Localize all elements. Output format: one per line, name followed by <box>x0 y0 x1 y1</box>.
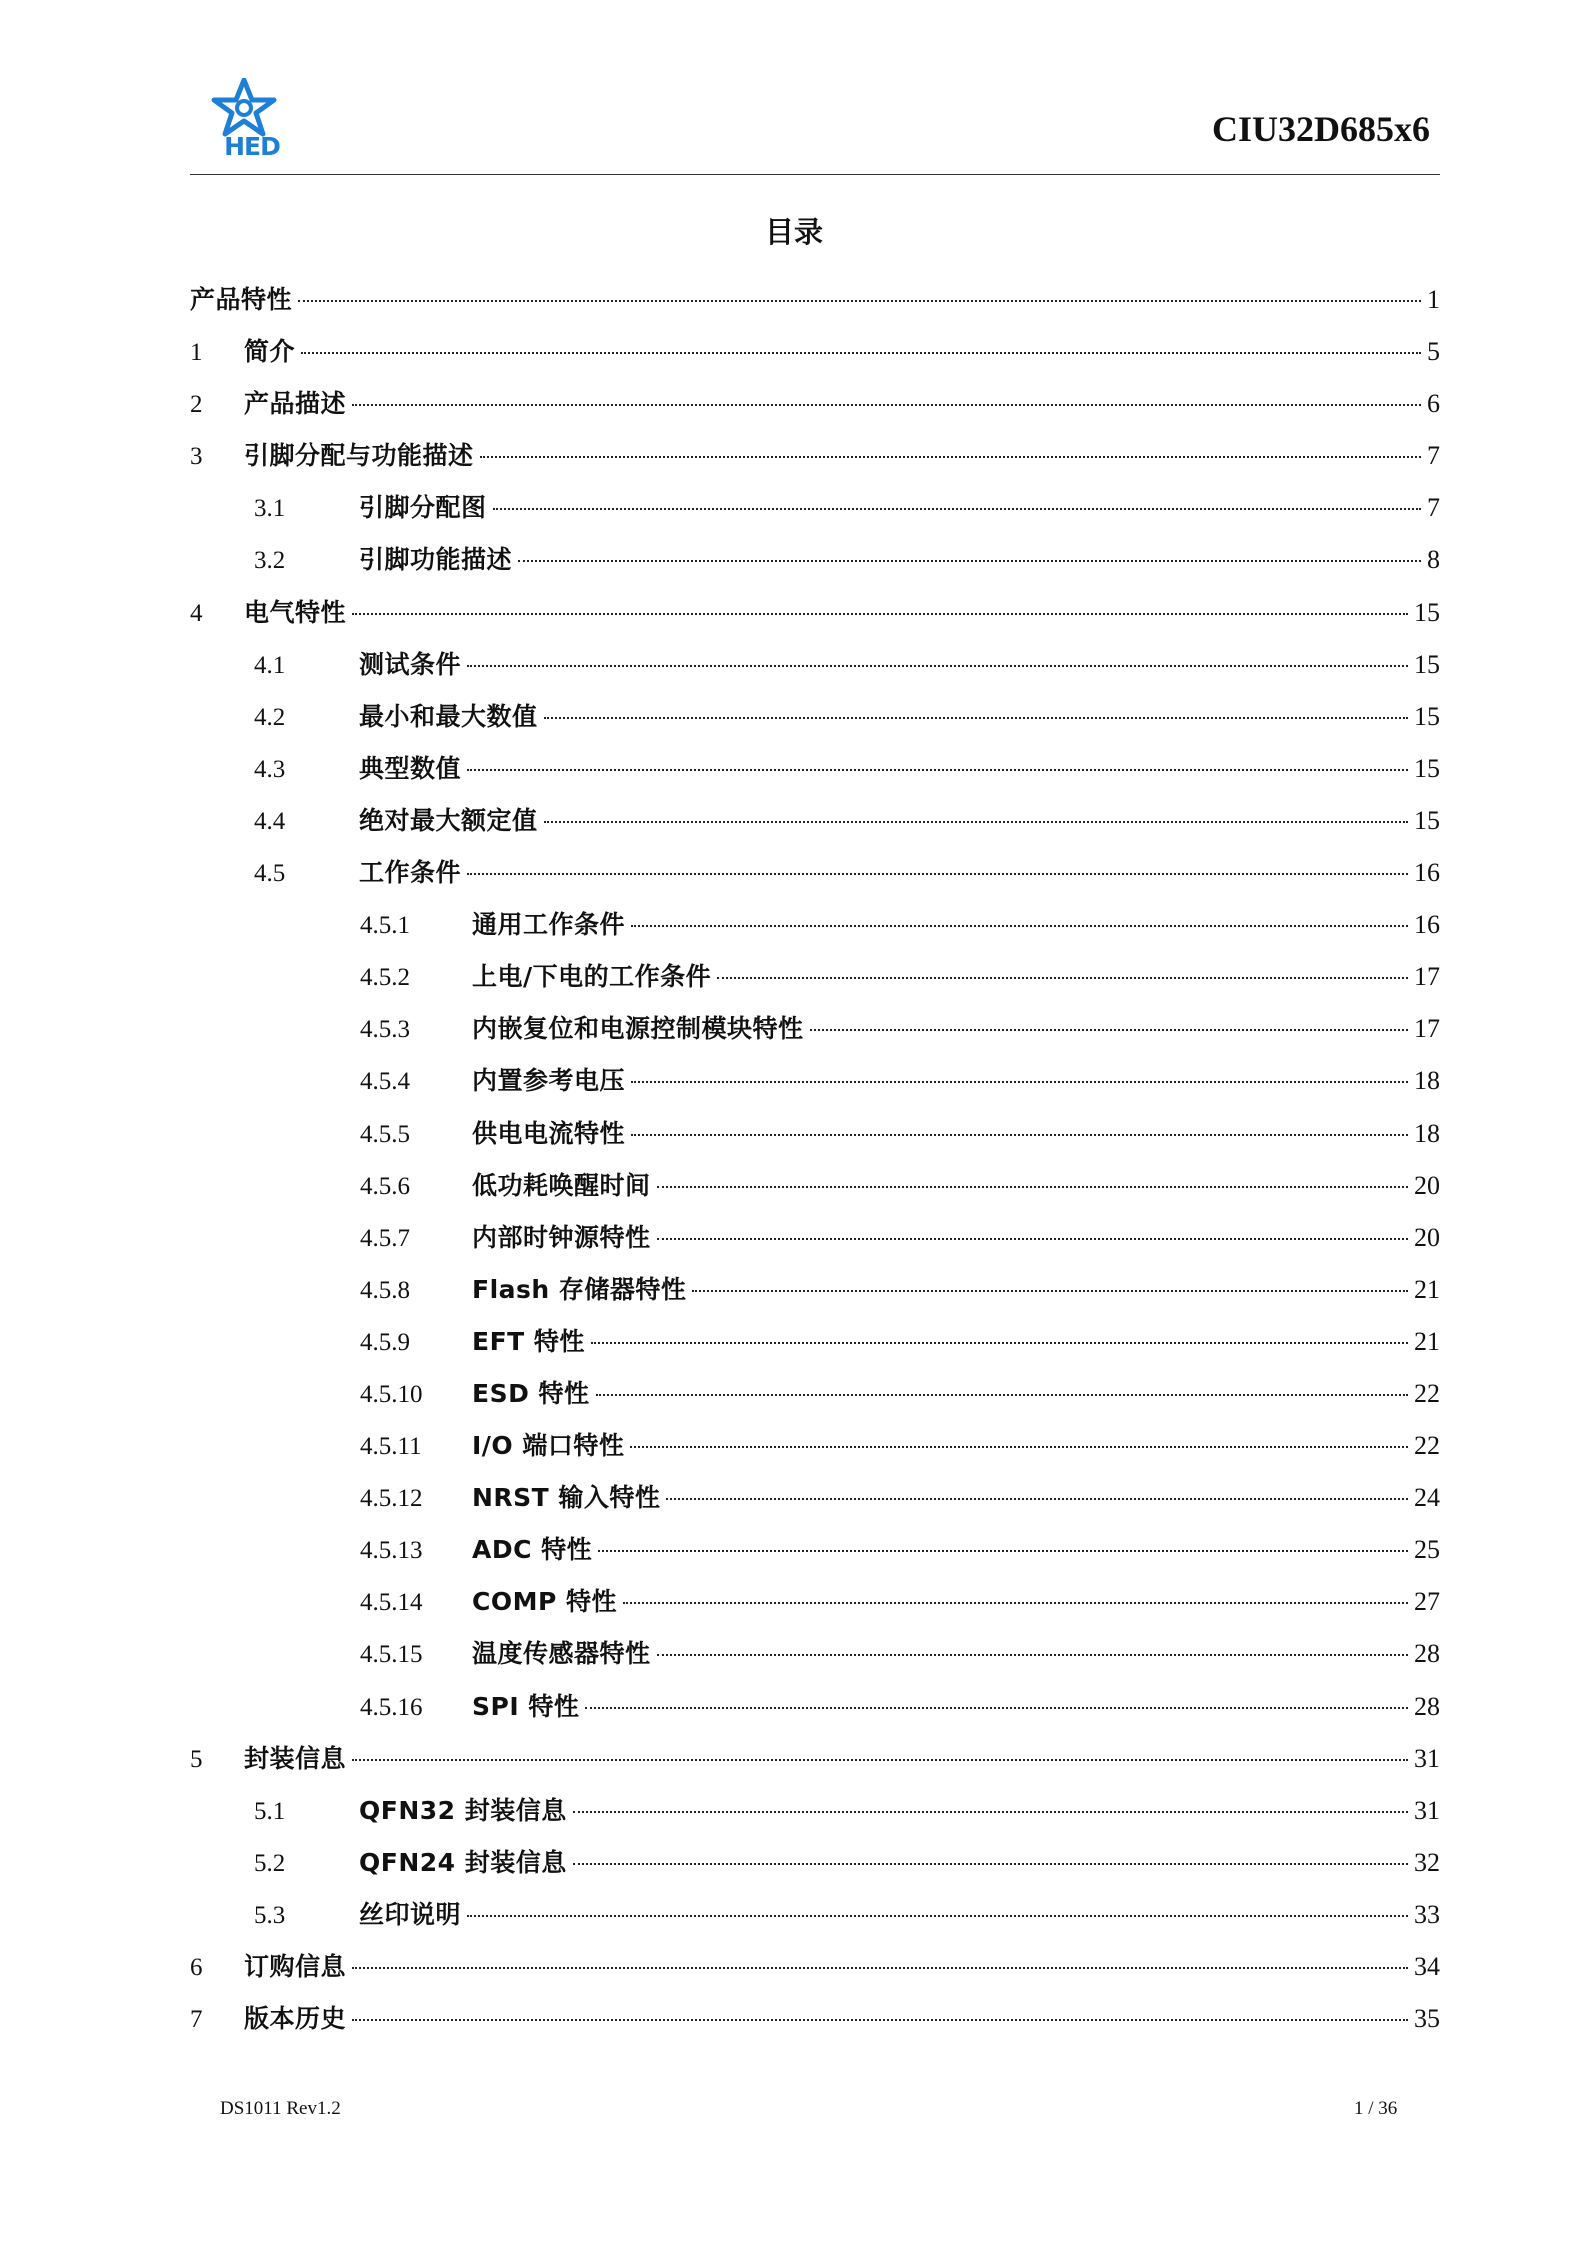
toc-entry[interactable] <box>190 1212 1440 1264</box>
toc-entry[interactable] <box>190 1993 1440 2045</box>
toc-entry-label: 通用工作条件 <box>472 910 626 940</box>
toc-entry-page: 6 <box>1427 389 1440 419</box>
toc-dot-leader <box>467 1915 1408 1917</box>
toc-entry-number: 2 <box>190 391 203 419</box>
toc-entry-page: 17 <box>1414 1014 1440 1044</box>
toc-dot-leader <box>657 1654 1408 1656</box>
toc-entry-page: 25 <box>1414 1535 1440 1565</box>
toc-dot-leader <box>630 1446 1408 1448</box>
star-logo-icon <box>204 78 284 138</box>
toc-entry-number: 4.5.15 <box>360 1641 423 1669</box>
toc-dot-leader <box>623 1602 1408 1604</box>
toc-entry-page: 15 <box>1414 597 1440 627</box>
toc-entry-label: 典型数值 <box>359 753 462 783</box>
toc-entry-number: 4.5.1 <box>360 912 410 940</box>
toc-entry-label: QFN24 封装信息 <box>359 1847 567 1877</box>
toc-entry[interactable] <box>190 1108 1440 1160</box>
toc-entry-label: 引脚分配与功能描述 <box>244 441 474 471</box>
toc-entry-number: 4.5.13 <box>360 1537 423 1565</box>
toc-entry-number: 4 <box>190 599 203 627</box>
toc-entry[interactable] <box>190 1316 1440 1368</box>
toc-entry-label: 内嵌复位和电源控制模块特性 <box>472 1014 804 1044</box>
toc-entry-label: 产品特性 <box>190 285 293 314</box>
footer-page-number: 1 / 36 <box>1354 2098 1398 2119</box>
toc-entry-page: 16 <box>1414 910 1440 940</box>
toc-entry[interactable] <box>190 1733 1440 1785</box>
toc-entry[interactable] <box>190 1420 1440 1472</box>
toc-entry[interactable] <box>190 691 1440 743</box>
toc-entry-number: 4.5.14 <box>360 1589 423 1617</box>
toc-entry-label: 引脚分配图 <box>359 493 487 523</box>
toc-entry-label: EFT 特性 <box>472 1326 585 1356</box>
toc-entry-label: 内部时钟源特性 <box>472 1222 651 1252</box>
toc-entry-page: 22 <box>1414 1431 1440 1461</box>
toc-entry-number: 3.1 <box>254 495 286 523</box>
toc-entry[interactable] <box>190 1055 1440 1107</box>
toc-entry[interactable] <box>190 1160 1440 1212</box>
toc-dot-leader <box>692 1290 1408 1292</box>
toc-entry-label: 最小和最大数值 <box>359 701 538 731</box>
toc-dot-leader <box>596 1394 1408 1396</box>
toc-dot-leader <box>467 873 1408 875</box>
toc-entry-label: 电气特性 <box>244 597 347 627</box>
toc-entry-page: 15 <box>1414 649 1440 679</box>
company-logo <box>204 78 284 164</box>
toc-dot-leader <box>573 1863 1408 1865</box>
toc-entry-number: 4.5.10 <box>360 1380 423 1408</box>
toc-dot-leader <box>717 977 1408 979</box>
toc-entry-label: 封装信息 <box>244 1743 347 1773</box>
toc-dot-leader <box>480 456 1421 458</box>
toc-entry-label: NRST 输入特性 <box>472 1483 661 1513</box>
page-header <box>190 78 1440 175</box>
toc-entry-page: 28 <box>1414 1691 1440 1721</box>
toc-entry-page: 33 <box>1414 1899 1440 1929</box>
toc-entry-page: 15 <box>1414 753 1440 783</box>
toc-entry-label: 绝对最大额定值 <box>359 805 538 835</box>
toc-entry[interactable] <box>190 1264 1440 1316</box>
toc-entry-number: 4.5.12 <box>360 1485 423 1513</box>
toc-entry[interactable] <box>190 1889 1440 1941</box>
toc-dot-leader <box>657 1186 1408 1188</box>
toc-entry[interactable] <box>190 1472 1440 1524</box>
toc-entry-label: 工作条件 <box>359 858 462 888</box>
toc-dot-leader <box>493 508 1421 510</box>
toc-entry-number: 4.5.4 <box>360 1068 410 1096</box>
toc-entry-page: 15 <box>1414 805 1440 835</box>
toc-entry-label: I/O 端口特性 <box>472 1431 625 1461</box>
toc-entry[interactable] <box>190 1681 1440 1733</box>
toc-entry-page: 15 <box>1414 701 1440 731</box>
toc-dot-leader <box>585 1707 1408 1709</box>
toc-dot-leader <box>544 717 1408 719</box>
toc-entry[interactable] <box>190 1524 1440 1576</box>
toc-entry-number: 5 <box>190 1745 203 1773</box>
toc-entry-number: 4.5.5 <box>360 1120 410 1148</box>
toc-entry[interactable] <box>190 795 1440 847</box>
toc-entry[interactable] <box>190 1785 1440 1837</box>
table-of-contents <box>190 274 1440 2045</box>
toc-entry-number: 4.4 <box>254 807 286 835</box>
toc-entry-label: 引脚功能描述 <box>359 545 513 575</box>
toc-entry-label: 内置参考电压 <box>472 1066 626 1096</box>
toc-entry-number: 3.2 <box>254 547 286 575</box>
toc-title: 目录 <box>764 215 823 249</box>
toc-entry-number: 6 <box>190 1954 203 1981</box>
toc-entry[interactable] <box>190 1837 1440 1889</box>
toc-dot-leader <box>631 1081 1408 1083</box>
toc-entry-page: 27 <box>1414 1587 1440 1617</box>
toc-entry-number: 4.1 <box>254 651 286 679</box>
toc-entry-page: 8 <box>1427 545 1440 575</box>
toc-entry[interactable] <box>190 587 1440 639</box>
toc-entry-page: 35 <box>1414 2004 1440 2034</box>
toc-entry-label: 供电电流特性 <box>472 1118 626 1148</box>
toc-entry-page: 28 <box>1414 1639 1440 1669</box>
toc-entry-label: 测试条件 <box>359 649 462 679</box>
toc-entry-label: SPI 特性 <box>472 1691 580 1721</box>
toc-dot-leader <box>301 352 1421 354</box>
toc-entry-number: 5.3 <box>254 1901 286 1929</box>
toc-entry[interactable] <box>190 639 1440 691</box>
toc-entry-label: 低功耗唤醒时间 <box>472 1170 651 1200</box>
toc-entry-label: ESD 特性 <box>472 1378 590 1408</box>
toc-entry-page: 34 <box>1414 1952 1440 1981</box>
toc-dot-leader <box>810 1029 1408 1031</box>
toc-dot-leader <box>352 1967 1408 1969</box>
toc-entry-label: 简介 <box>244 337 296 367</box>
footer-doc-revision: DS1011 Rev1.2 <box>220 2098 341 2119</box>
toc-entry-page: 1 <box>1427 285 1440 314</box>
toc-entry[interactable] <box>190 847 1440 899</box>
toc-entry-number: 4.5.8 <box>360 1276 410 1304</box>
toc-entry-page: 20 <box>1414 1170 1440 1200</box>
toc-entry-number: 4.5.11 <box>360 1433 422 1461</box>
toc-entry-number: 4.2 <box>254 703 286 731</box>
toc-entry[interactable] <box>190 1941 1440 1993</box>
toc-entry-label: 丝印说明 <box>359 1899 462 1929</box>
toc-dot-leader <box>631 925 1408 927</box>
toc-dot-leader <box>467 665 1408 667</box>
toc-entry-number: 4.5.3 <box>360 1016 410 1044</box>
toc-entry-number: 4.5 <box>254 860 286 888</box>
toc-entry-page: 22 <box>1414 1378 1440 1408</box>
toc-entry-page: 24 <box>1414 1483 1440 1513</box>
toc-dot-leader <box>657 1238 1408 1240</box>
toc-entry-page: 5 <box>1427 337 1440 367</box>
toc-dot-leader <box>591 1342 1408 1344</box>
toc-entry-page: 21 <box>1414 1274 1440 1304</box>
toc-entry[interactable] <box>190 378 1440 430</box>
toc-dot-leader <box>467 769 1408 771</box>
toc-dot-leader <box>352 1759 1408 1761</box>
toc-entry[interactable] <box>190 326 1440 378</box>
toc-entry-page: 20 <box>1414 1222 1440 1252</box>
toc-entry-label: ADC 特性 <box>472 1535 593 1565</box>
toc-entry[interactable] <box>190 1576 1440 1628</box>
toc-entry-page: 7 <box>1427 493 1440 523</box>
toc-entry[interactable] <box>190 1003 1440 1055</box>
toc-entry[interactable] <box>190 743 1440 795</box>
toc-dot-leader <box>352 613 1408 615</box>
toc-entry-label: 产品描述 <box>244 389 347 419</box>
toc-entry-page: 32 <box>1414 1847 1440 1877</box>
toc-entry-page: 18 <box>1414 1066 1440 1096</box>
toc-entry[interactable] <box>190 534 1440 586</box>
toc-entry[interactable] <box>190 951 1440 1003</box>
toc-entry[interactable] <box>190 899 1440 951</box>
toc-entry-page: 18 <box>1414 1118 1440 1148</box>
toc-entry-page: 21 <box>1414 1326 1440 1356</box>
toc-entry[interactable] <box>190 274 1440 326</box>
toc-dot-leader <box>544 821 1408 823</box>
toc-entry-number: 4.3 <box>254 755 286 783</box>
toc-entry-number: 7 <box>190 2006 203 2034</box>
toc-entry-number: 4.5.2 <box>360 964 410 992</box>
toc-entry[interactable] <box>190 430 1440 482</box>
toc-dot-leader <box>518 560 1421 562</box>
toc-entry[interactable] <box>190 1368 1440 1420</box>
toc-entry-page: 16 <box>1414 858 1440 888</box>
toc-dot-leader <box>352 404 1421 406</box>
toc-entry[interactable] <box>190 482 1440 534</box>
toc-entry-label: QFN32 封装信息 <box>359 1795 567 1825</box>
toc-dot-leader <box>573 1811 1408 1813</box>
toc-entry-label: Flash 存储器特性 <box>472 1274 687 1304</box>
toc-entry-label: COMP 特性 <box>472 1587 618 1617</box>
toc-dot-leader <box>298 300 1421 302</box>
toc-dot-leader <box>631 1134 1408 1136</box>
toc-entry-number: 1 <box>190 339 203 367</box>
toc-entry-number: 4.5.16 <box>360 1693 423 1721</box>
toc-entry-label: 温度传感器特性 <box>472 1639 651 1669</box>
toc-entry-label: 上电/下电的工作条件 <box>472 962 712 992</box>
toc-entry-number: 4.5.9 <box>360 1328 410 1356</box>
toc-entry-page: 31 <box>1414 1743 1440 1773</box>
toc-entry-number: 3 <box>190 443 203 471</box>
toc-entry-number: 4.5.7 <box>360 1224 410 1252</box>
toc-dot-leader <box>666 1498 1408 1500</box>
toc-entry-number: 5.2 <box>254 1849 286 1877</box>
logo-text: HED <box>224 132 280 161</box>
toc-dot-leader <box>352 2019 1408 2021</box>
toc-dot-leader <box>598 1550 1408 1552</box>
toc-entry-page: 7 <box>1427 441 1440 471</box>
toc-entry-page: 17 <box>1414 962 1440 992</box>
toc-entry-number: 4.5.6 <box>360 1172 410 1200</box>
toc-entry[interactable] <box>190 1628 1440 1680</box>
document-id: CIU32D685x6 <box>1211 109 1430 149</box>
toc-entry-number: 5.1 <box>254 1797 286 1825</box>
toc-entry-label: 版本历史 <box>244 2004 347 2034</box>
toc-entry-label: 订购信息 <box>244 1952 347 1981</box>
toc-entry-page: 31 <box>1414 1795 1440 1825</box>
